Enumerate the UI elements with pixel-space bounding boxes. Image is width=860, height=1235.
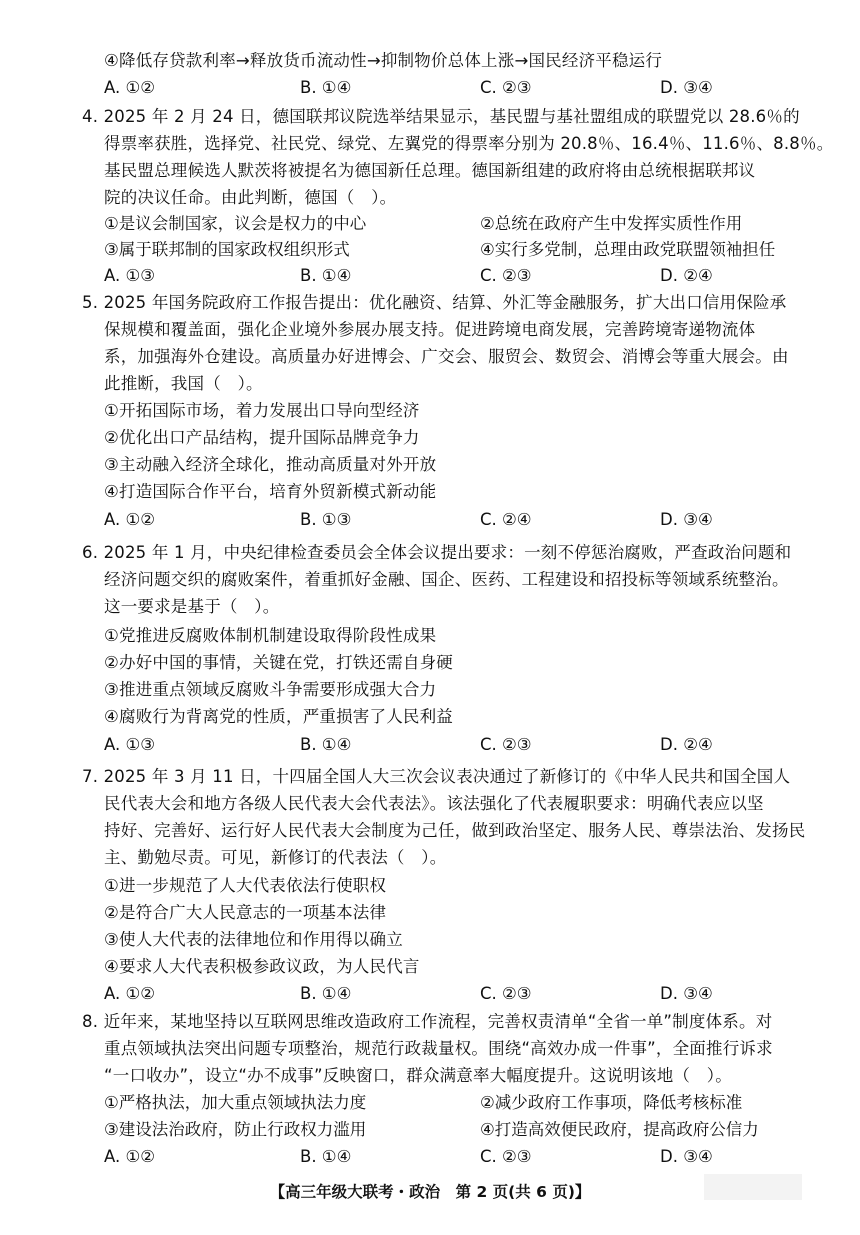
question-4-stem: 基民盟总理候选人默茨将被提名为德国新任总理。德国新组建的政府将由总统根据联邦议 (104, 161, 756, 180)
option-item: ①严格执法，加大重点领域执法力度 (104, 1093, 367, 1112)
question-4-stem: 院的决议任命。由此判断，德国（ ）。 (104, 188, 397, 207)
answer-c: C. ②③ (480, 1147, 532, 1166)
question-6-stem: 经济问题交织的腐败案件，着重抓好金融、国企、医药、工程建设和招投标等领域系统整治。 (104, 570, 789, 589)
answer-a: A. ①③ (104, 266, 156, 285)
answer-b: B. ①④ (300, 1147, 352, 1166)
question-7-stem: 民代表大会和地方各级人民代表大会代表法》。该法强化了代表履职要求：明确代表应以坚 (104, 794, 764, 813)
question-8-stem: “一口收办”，设立“办不成事”反映窗口，群众满意率大幅度提升。这说明该地（ ）。 (104, 1066, 732, 1085)
answer-b: B. ①④ (300, 266, 352, 285)
question-5-stem: 系，加强海外仓建设。高质量办好进博会、广交会、服贸会、数贸会、消博会等重大展会。由 (104, 347, 789, 366)
answer-c: C. ②③ (480, 78, 532, 97)
option-item: ④降低存贷款利率→释放货币流动性→抑制物价总体上涨→国民经济平稳运行 (104, 51, 663, 70)
option-item: ④要求人大代表积极参政议政，为人民代言 (104, 957, 420, 976)
answer-b: B. ①④ (300, 78, 352, 97)
question-6-stem: 6. 2025 年 1 月，中央纪律检查委员会全体会议提出要求：一刻不停惩治腐败，严查政治问题和 (82, 543, 792, 562)
option-item: ③使人大代表的法律地位和作用得以确立 (104, 930, 403, 949)
question-4-stem: 得票率获胜，选择党、社民党、绿党、左翼党的得票率分别为 20.8％、16.4％、11.6％、8.8％。 (104, 134, 834, 153)
option-item: ③属于联邦制的国家政权组织形式 (104, 240, 350, 259)
option-item: ③推进重点领域反腐败斗争需要形成强大合力 (104, 680, 437, 699)
answer-d: D. ③④ (660, 984, 713, 1003)
question-5-stem: 保规模和覆盖面，强化企业境外参展办展支持。促进跨境电商发展，完善跨境寄递物流体 (104, 320, 756, 339)
answer-d: D. ②④ (660, 266, 713, 285)
answer-d: D. ③④ (660, 78, 713, 97)
question-5-stem: 5. 2025 年国务院政府工作报告提出：优化融资、结算、外汇等金融服务，扩大出口信用保险承 (82, 293, 787, 312)
page-footer: 【高三年级大联考・政治 第 2 页(共 6 页)】 (269, 1183, 591, 1201)
question-6-stem: 这一要求是基于（ ）。 (104, 597, 280, 616)
option-item: ④腐败行为背离党的性质，严重损害了人民利益 (104, 707, 453, 726)
answer-c: C. ②④ (480, 510, 532, 529)
answer-b: B. ①④ (300, 735, 352, 754)
answer-a: A. ①② (104, 510, 156, 529)
question-7-stem: 主、勤勉尽责。可见，新修订的代表法（ ）。 (104, 848, 447, 867)
question-8-stem: 重点领域执法突出问题专项整治，规范行政裁量权。围绕“高效办成一件事”，全面推行诉求 (104, 1039, 773, 1058)
option-item: ①党推进反腐败体制机制建设取得阶段性成果 (104, 626, 437, 645)
option-item: ②办好中国的事情，关键在党，打铁还需自身硬 (104, 653, 453, 672)
answer-c: C. ②③ (480, 266, 532, 285)
option-item: ④打造高效便民政府，提高政府公信力 (480, 1120, 759, 1139)
answer-d: D. ③④ (660, 1147, 713, 1166)
option-item: ③建设法治政府，防止行政权力滥用 (104, 1120, 367, 1139)
answer-a: A. ①② (104, 78, 156, 97)
question-4-stem: 4. 2025 年 2 月 24 日，德国联邦议院选举结果显示，基民盟与基社盟组成的联盟党以 28.6％的 (82, 107, 800, 126)
question-5-stem: 此推断，我国（ ）。 (104, 374, 263, 393)
option-item: ②是符合广大人民意志的一项基本法律 (104, 903, 387, 922)
answer-b: B. ①④ (300, 984, 352, 1003)
answer-a: A. ①② (104, 1147, 156, 1166)
option-item: ②优化出口产品结构，提升国际品牌竞争力 (104, 428, 420, 447)
question-8-stem: 8. 近年来，某地坚持以互联网思维改造政府工作流程，完善权责清单“全省一单”制度体系。对 (82, 1012, 773, 1031)
answer-a: A. ①③ (104, 735, 156, 754)
option-item: ③主动融入经济全球化，推动高质量对外开放 (104, 455, 437, 474)
answer-c: C. ②③ (480, 984, 532, 1003)
answer-c: C. ②③ (480, 735, 532, 754)
question-7-stem: 持好、完善好、运行好人民代表大会制度为己任，做到政治坚定、服务人民、尊崇法治、发扬民 (104, 821, 806, 840)
option-item: ①进一步规范了人大代表依法行使职权 (104, 876, 387, 895)
option-item: ④实行多党制，总理由政党联盟领袖担任 (480, 240, 776, 259)
option-item: ④打造国际合作平台，培育外贸新模式新动能 (104, 482, 437, 501)
question-7-stem: 7. 2025 年 3 月 11 日，十四届全国人大三次会议表决通过了新修订的《中华人民共和国全国人 (82, 767, 791, 786)
answer-d: D. ③④ (660, 510, 713, 529)
option-item: ①是议会制国家，议会是权力的中心 (104, 214, 367, 233)
option-item: ①开拓国际市场，着力发展出口导向型经济 (104, 401, 420, 420)
option-item: ②总统在政府产生中发挥实质性作用 (480, 214, 743, 233)
answer-a: A. ①② (104, 984, 156, 1003)
answer-d: D. ②④ (660, 735, 713, 754)
answer-b: B. ①③ (300, 510, 352, 529)
option-item: ②减少政府工作事项，降低考核标准 (480, 1093, 743, 1112)
